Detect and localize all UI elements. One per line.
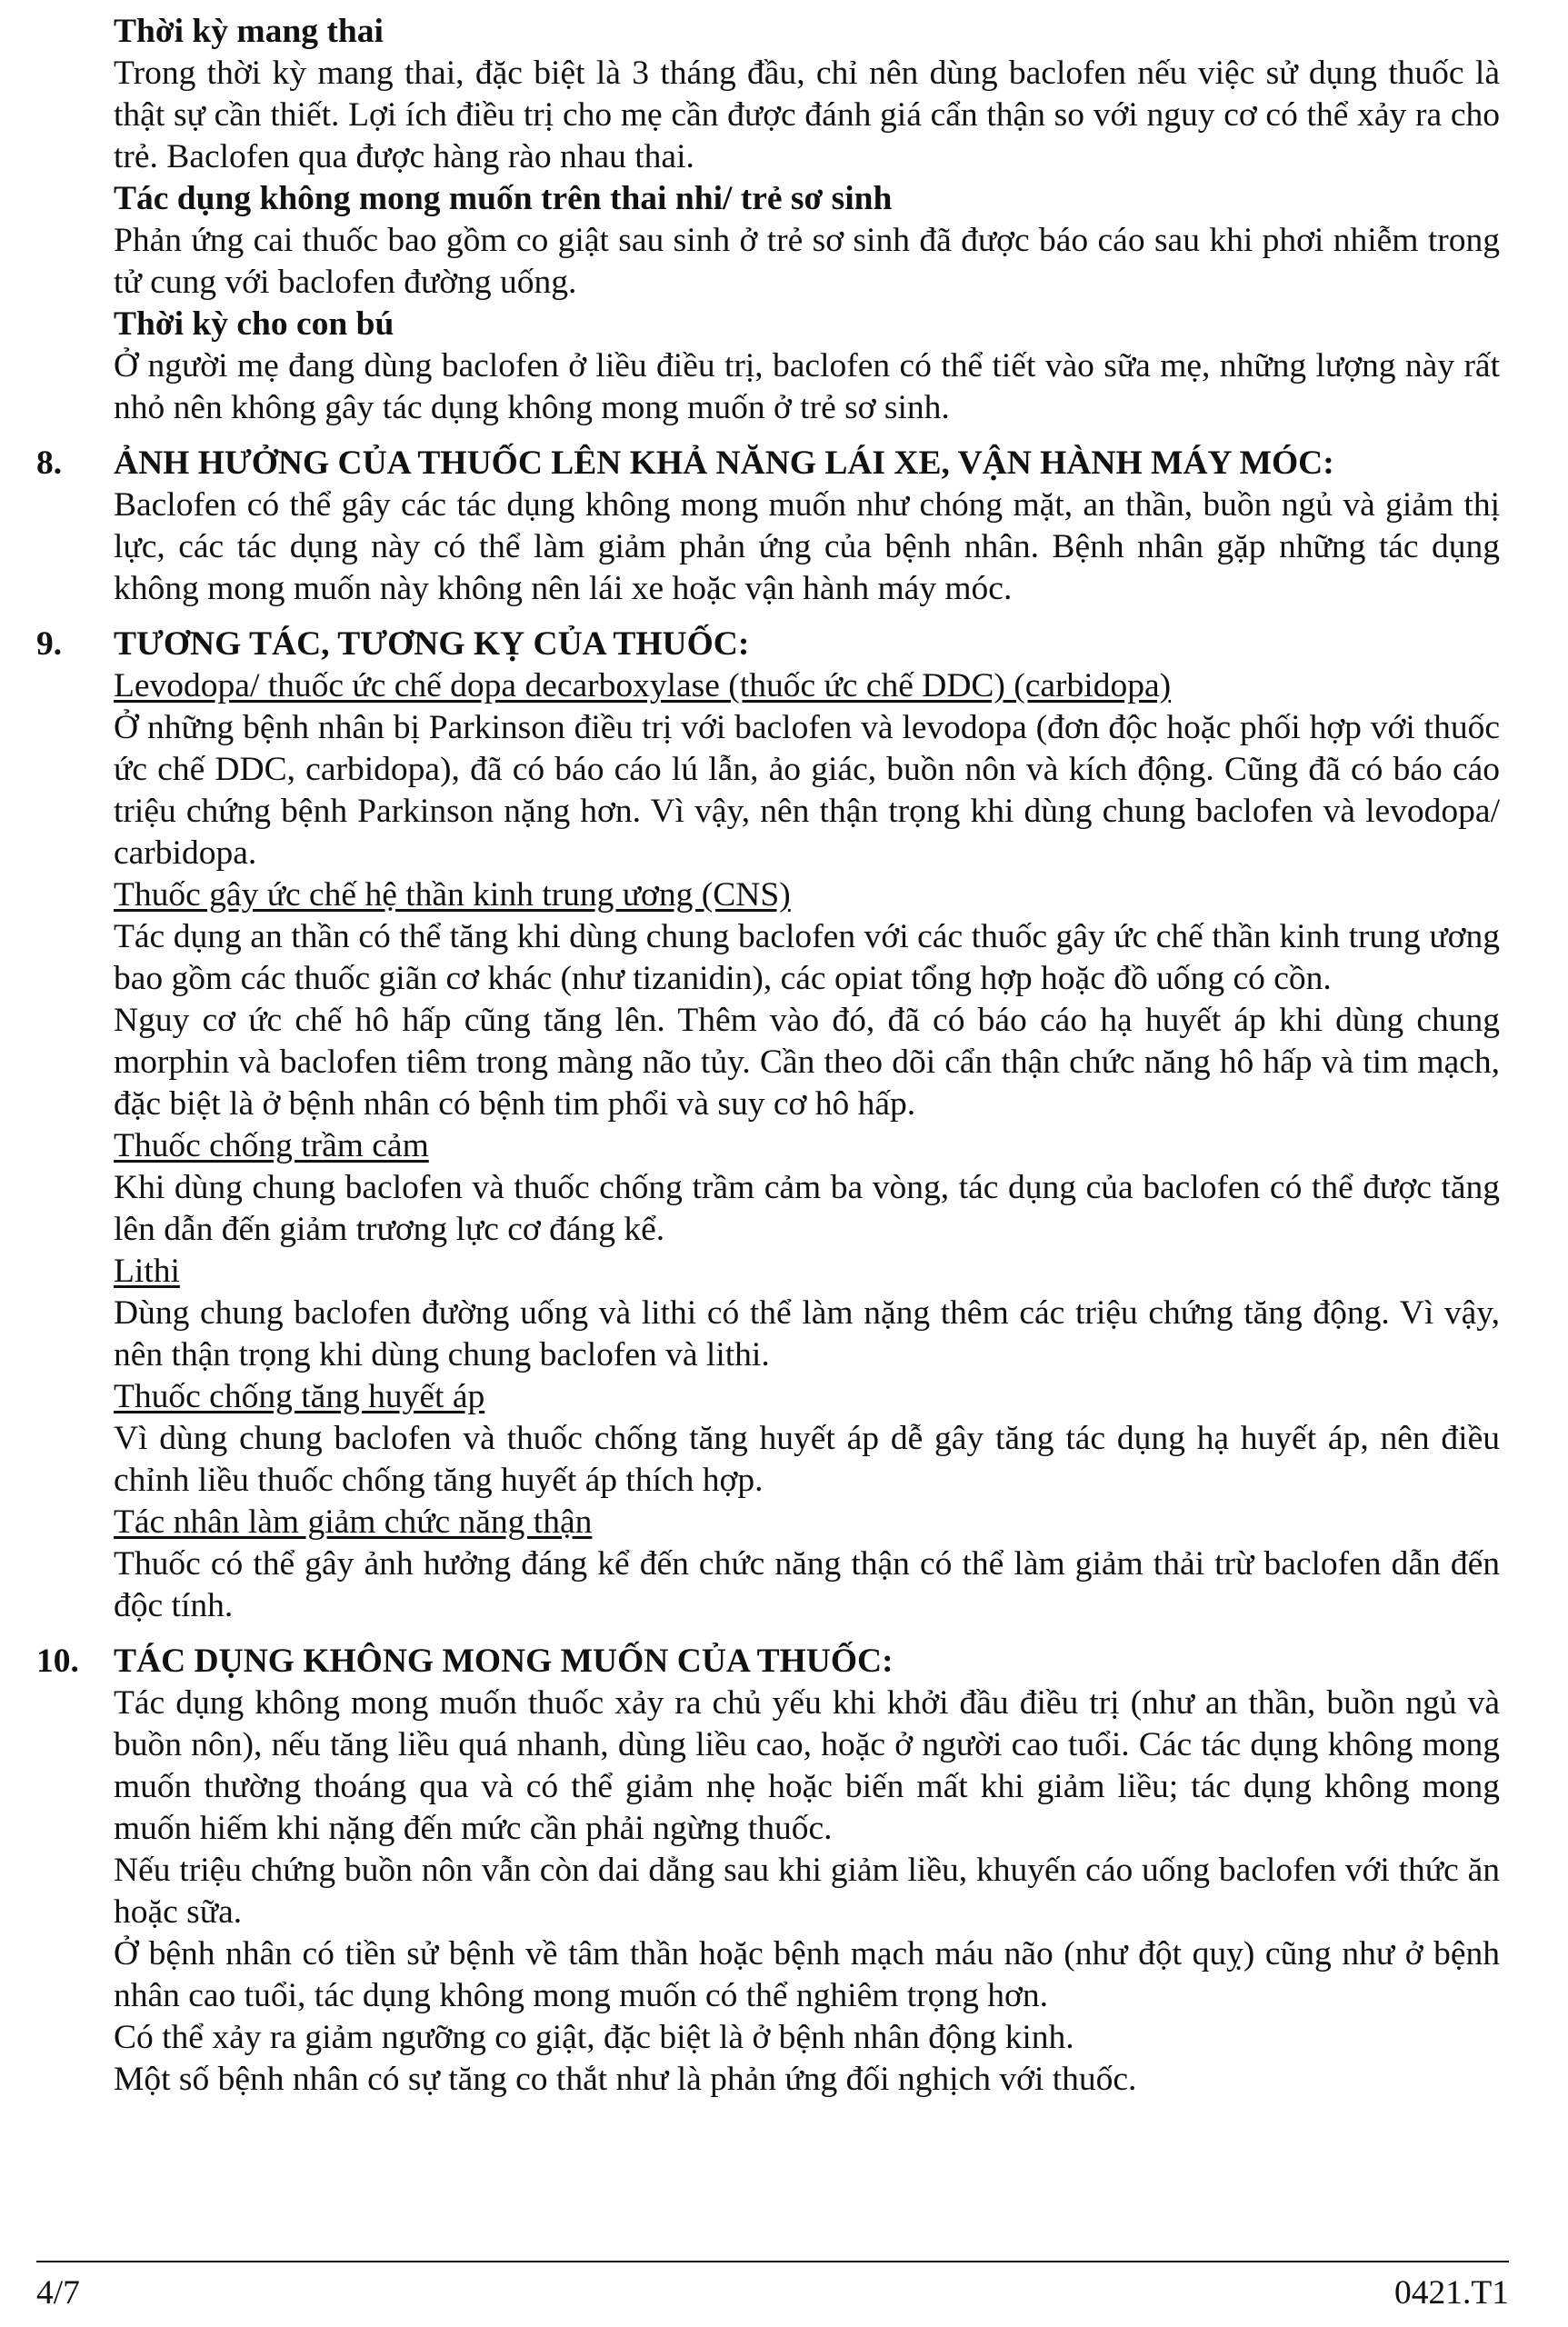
fetal-effects-text: Phản ứng cai thuốc bao gồm co giật sau sinh ở trẻ sơ sinh đã được báo cáo sau khi phơi nhiễm trong tử cung với baclofen đường uống. <box>114 222 1500 301</box>
section-8 <box>36 443 1500 610</box>
section-10-paragraph-4: Có thể xảy ra giảm ngưỡng co giật, đặc biệt là ở bệnh nhân động kinh. <box>114 2019 1074 2056</box>
levodopa-heading: Levodopa/ thuốc ức chế dopa decarboxylase (thuốc ức chế DDC) (carbidopa) <box>114 667 1172 704</box>
footer-page-number: 4/7 <box>36 2274 80 2312</box>
section-10-paragraph-3: Ở bệnh nhân có tiền sử bệnh về tâm thần hoặc bệnh mạch máu não (như đột quỵ) cũng như ở bệnh nhân cao tuổi, tác dụng không mong muốn có thể nghiêm trọng hơn. <box>114 1935 1500 2014</box>
breastfeeding-heading: Thời kỳ cho con bú <box>114 305 394 343</box>
section-9 <box>36 624 1500 1627</box>
pregnancy-text: Trong thời kỳ mang thai, đặc biệt là 3 tháng đầu, chỉ nên dùng baclofen nếu việc sử dụng thuốc là thật sự cần thiết. Lợi ích điều trị cho mẹ cần được đánh giá cẩn thận so với nguy cơ có thể xảy ra cho trẻ. Baclofen qua được hàng rào nhau thai. <box>114 55 1500 175</box>
breastfeeding-text: Ở người mẹ đang dùng baclofen ở liều điều trị, baclofen có thể tiết vào sữa mẹ, những lượng này rất nhỏ nên không gây tác dụng không mong muốn ở trẻ sơ sinh. <box>114 347 1500 426</box>
document-body <box>36 11 1500 2101</box>
lithium-heading: Lithi <box>114 1253 180 1290</box>
cns-text-1: Tác dụng an thần có thể tăng khi dùng chung baclofen với các thuốc gây ức chế thần kinh trung ương bao gồm các thuốc giãn cơ khác (như tizanidin), các opiat tổng hợp hoặc đồ uống có cồn. <box>114 918 1500 997</box>
antihypertensive-heading: Thuốc chống tăng huyết áp <box>114 1378 485 1415</box>
section-9-title: TƯƠNG TÁC, TƯƠNG KỴ CỦA THUỐC: <box>114 625 750 663</box>
antihypertensive-text: Vì dùng chung baclofen và thuốc chống tăng huyết áp dễ gây tăng tác dụng hạ huyết áp, nên điều chỉnh liều thuốc chống tăng huyết áp thích hợp. <box>114 1420 1500 1499</box>
lithium-text: Dùng chung baclofen đường uống và lithi có thể làm nặng thêm các triệu chứng tăng động. Vì vậy, nên thận trọng khi dùng chung baclofen và lithi. <box>114 1294 1500 1373</box>
cns-text-2: Nguy cơ ức chế hô hấp cũng tăng lên. Thêm vào đó, đã có báo cáo hạ huyết áp khi dùng chung morphin và baclofen tiêm trong màng não tủy. Cần theo dõi cẩn thận chức năng hô hấp và tim mạch, đặc biệt là ở bệnh nhân có bệnh tim phổi và suy cơ hô hấp. <box>114 1002 1500 1123</box>
renal-text: Thuốc có thể gây ảnh hưởng đáng kể đến chức năng thận có thể làm giảm thải trừ baclofen dẫn đến độc tính. <box>114 1545 1500 1624</box>
cns-heading: Thuốc gây ức chế hệ thần kinh trung ương (CNS) <box>114 876 791 914</box>
antidepressant-heading: Thuốc chống trầm cảm <box>114 1127 429 1164</box>
pregnancy-heading: Thời kỳ mang thai <box>114 13 384 50</box>
section-10-paragraph-1: Tác dụng không mong muốn thuốc xảy ra chủ yếu khi khởi đầu điều trị (như an thần, buồn ngủ và buồn nôn), nếu tăng liều quá nhanh, dùng liều cao, hoặc ở người cao tuổi. Các tác dụng không mong muốn thường thoáng qua và có thể giảm nhẹ hoặc biến mất khi giảm liều; tác dụng không mong muốn hiếm khi nặng đến mức cần phải ngừng thuốc. <box>114 1684 1500 1847</box>
section-8-number: 8. <box>36 444 63 482</box>
footer-divider <box>36 2261 1509 2262</box>
fetal-effects-heading: Tác dụng không mong muốn trên thai nhi/ trẻ sơ sinh <box>114 180 893 217</box>
section-9-number: 9. <box>36 625 63 663</box>
levodopa-text: Ở những bệnh nhân bị Parkinson điều trị với baclofen và levodopa (đơn độc hoặc phối hợp với thuốc ức chế DDC, carbidopa), đã có báo cáo lú lẫn, ảo giác, buồn nôn và kích động. Cũng đã có báo cáo triệu chứng bệnh Parkinson nặng hơn. Vì vậy, nên thận trọng khi dùng chung baclofen và levodopa/ carbidopa. <box>114 709 1500 872</box>
section-8-title: ẢNH HƯỞNG CỦA THUỐC LÊN KHẢ NĂNG LÁI XE, VẬN HÀNH MÁY MÓC: <box>114 444 1334 482</box>
section-10 <box>36 1641 1500 2101</box>
section-10-paragraph-2: Nếu triệu chứng buồn nôn vẫn còn dai dẳng sau khi giảm liều, khuyến cáo uống baclofen với thức ăn hoặc sữa. <box>114 1852 1500 1931</box>
footer-document-code: 0421.T1 <box>1393 2274 1509 2312</box>
section-8-text: Baclofen có thể gây các tác dụng không mong muốn như chóng mặt, an thần, buồn ngủ và giảm thị lực, các tác dụng này có thể làm giảm phản ứng của bệnh nhân. Bệnh nhân gặp những tác dụng không mong muốn này không nên lái xe hoặc vận hành máy móc. <box>114 486 1500 607</box>
section-10-title: TÁC DỤNG KHÔNG MONG MUỐN CỦA THUỐC: <box>114 1643 894 1680</box>
section-10-paragraph-5: Một số bệnh nhân có sự tăng co thắt như là phản ứng đối nghịch với thuốc. <box>114 2061 1137 2098</box>
section-10-number: 10. <box>36 1643 79 1680</box>
antidepressant-text: Khi dùng chung baclofen và thuốc chống trầm cảm ba vòng, tác dụng của baclofen có thể được tăng lên dẫn đến giảm trương lực cơ đáng kể. <box>114 1169 1500 1248</box>
renal-heading: Tác nhân làm giảm chức năng thận <box>114 1503 593 1541</box>
